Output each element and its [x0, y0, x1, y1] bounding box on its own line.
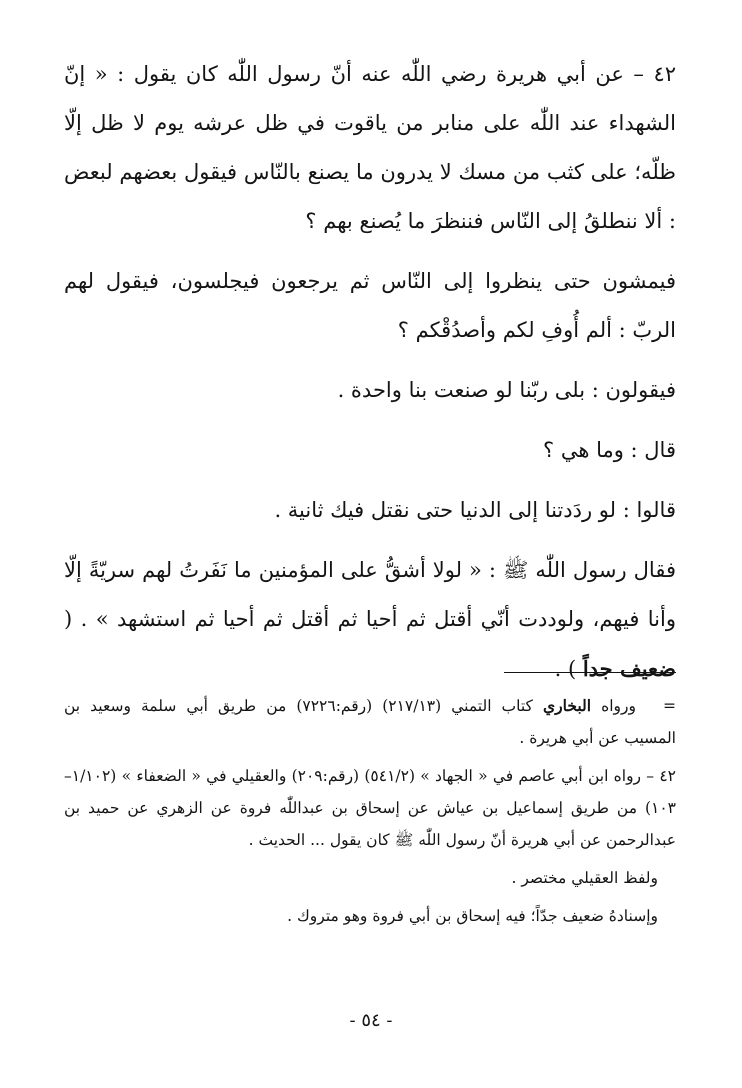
footnote-1: [64, 690, 676, 754]
source-name: البخاري: [542, 696, 592, 715]
hadith-paragraph-5: قالوا : لو ردَدتنا إلى الدنيا حتى نقتل فيك ثانية .: [274, 498, 676, 522]
continuation-marker: =: [662, 697, 676, 715]
footnotes: [64, 690, 676, 932]
hadith-text: – عن أبي هريرة رضي اللّٰه عنه أنّ رسول اللّٰه كان يقول : « إنّ الشهداء عند اللّٰه على منابر من ياقوت في ظل عرشه يوم لا ظل إلّا ظلّه؛ على كثب من مسك لا يدرون ما يصنع بالنّاس فيقول بعضهم لبعض : ألا ننطلقُ إلى النّاس فننظرَ ما يُصنع بهم ؟: [64, 62, 676, 233]
hadith-paragraph-2: فيمشون حتى ينظروا إلى النّاس ثم يرجعون فيجلسون، فيقول لهم الربّ : ألم أُوفِ لكم وأصدُقْكم ؟: [64, 269, 676, 342]
grading-label: ضعيف جداً: [582, 656, 676, 681]
hadith-body: [64, 50, 676, 694]
hadith-paragraph-4: قال : وما هي ؟: [543, 438, 676, 462]
page-number: - ٥٤ -: [349, 1010, 393, 1031]
hadith-paragraph-1: [64, 50, 676, 246]
hadith-paragraph-3: فيقولون : بلى ربّنا لو صنعت بنا واحدة .: [337, 378, 676, 402]
footnote-4: وإسنادهُ ضعيف جدّاً؛ فيه إسحاق بن أبي فروة وهو متروك .: [287, 907, 658, 925]
footnote-text: كتاب التمني (٢١٧/١٣) (رقم:٧٢٢٦) من طريق أبي سلمة وسعيد بن المسيب عن أبي هريرة .: [64, 697, 676, 747]
footnote-divider: [504, 672, 676, 673]
footnote-2: ٤٢ – رواه ابن أبي عاصم في « الجهاد » (٥٤١/٢) (رقم:٢٠٩) والعقيلي في « الضعفاء » (١/١٠٢–١٠٣) من طريق إسماعيل بن عياش عن إسحاق بن عبداللّٰه فروة عن الزهري عن حميد بن عبدالرحمن عن أبي هريرة أنّ رسول اللّٰه ﷺ كان يقول ... الحديث .: [64, 767, 676, 849]
hadith-closing-text: فقال رسول اللّٰه ﷺ : « لولا أشقُّ على المؤمنين ما نَفَرتُ لهم سريّةً إلّا وأنا فيهم، ولوددت أنّي أقتل ثم أحيا ثم أقتل ثم أحيا ثم استشهد » . (: [64, 558, 676, 631]
hadith-number: ٤٢: [653, 62, 676, 86]
footnote-3: ولفظ العقيلي مختصر .: [511, 869, 658, 887]
closing-punctuation: ) .: [554, 657, 583, 681]
footnote-text: ورواه: [591, 697, 636, 715]
